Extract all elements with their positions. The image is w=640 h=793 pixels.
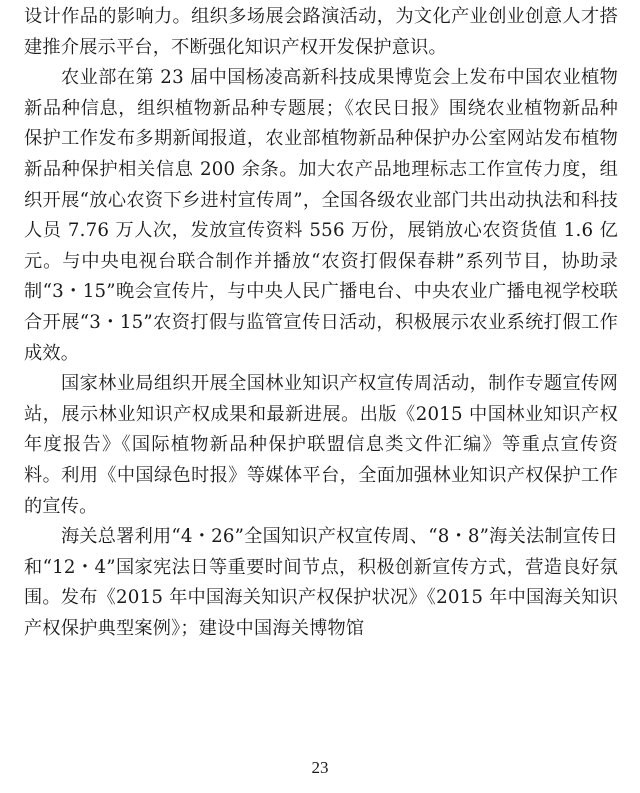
paragraph-1: 设计作品的影响力。组织多场展会路演活动，为文化产业创业创意人才搭建推介展示平台，不断强化知识产权开发保护意识。 xyxy=(24,6,618,58)
paragraph-4: 海关总署利用“4・26”全国知识产权宣传周、“8・8”海关法制宣传日和“12・4”国家宪法日等重要时间节点，积极创新宣传方式，营造良好氛围。发布《2015 年中国海关知识产权保护状况》《2015 年中国海关知识产权保护典型案例》；建设中国海关博物馆 xyxy=(24,526,618,639)
page-number: 23 xyxy=(311,758,329,777)
body-text xyxy=(24,2,618,644)
paragraph-3: 国家林业局组织开展全国林业知识产权宣传周活动，制作专题宣传网站，展示林业知识产权成果和最新进展。出版《2015 中国林业知识产权年度报告》《国际植物新品种保护联盟信息类文件汇编》等重点宣传资料。利用《中国绿色时报》等媒体平台，全面加强林业知识产权保护工作的宣传。 xyxy=(24,373,618,517)
paragraph-2: 农业部在第 23 届中国杨凌高新科技成果博览会上发布中国农业植物新品种信息，组织植物新品种专题展；《农民日报》围绕农业植物新品种保护工作发布多期新闻报道，农业部植物新品种保护办公室网站发布植物新品种保护相关信息 200 余条。加大农产品地理标志工作宣传力度，组织开展“放心农资下乡进村宣传周”，全国各级农业部门共出动执法和科技人员 7.76 万人次，发放宣传资料 556 万份，展销放心农资货值 1.6 亿元。与中央电视台联合制作并播放“农资打假保春耕”系列节目，协助录制“3・15”晚会宣传片，与中央人民广播电台、中央农业广播电视学校联合开展“3・15”农资打假与监管宣传日活动，积极展示农业系统打假工作成效。 xyxy=(24,67,618,364)
